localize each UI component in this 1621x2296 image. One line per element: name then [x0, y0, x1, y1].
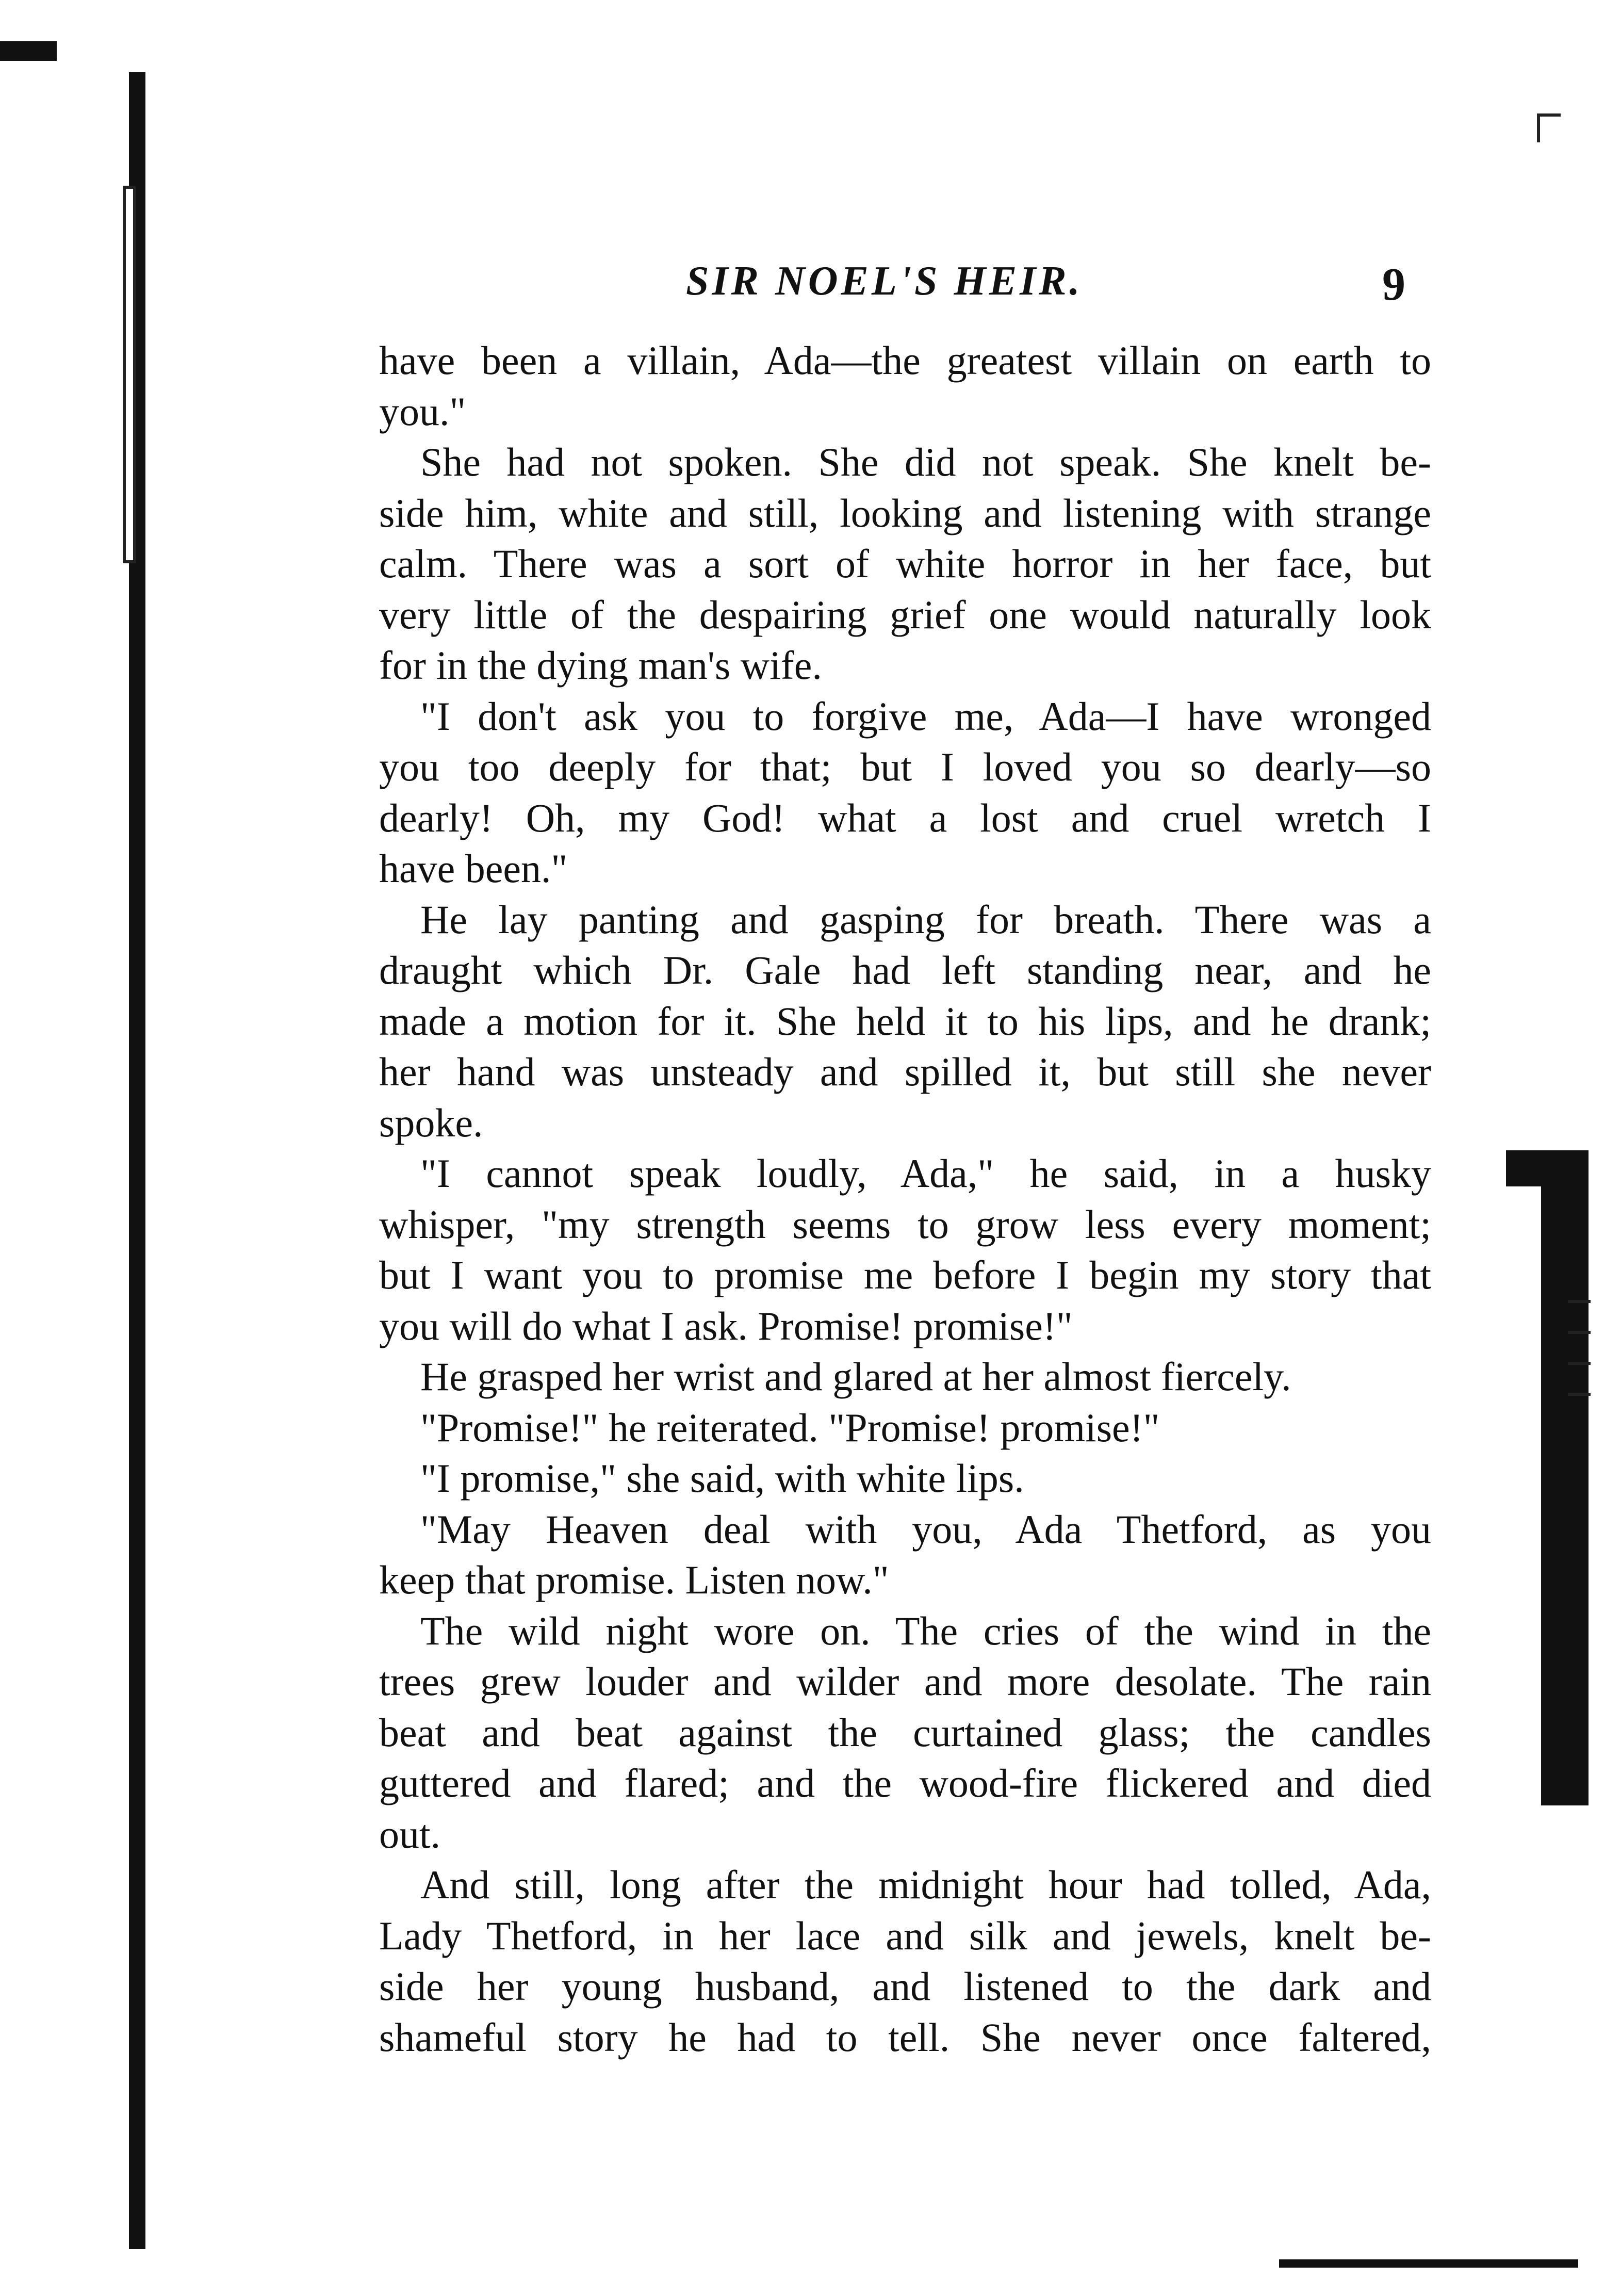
text-line: very little of the despairing grief one would naturally look: [379, 592, 1431, 637]
scan-edge-mark: [1541, 1150, 1589, 1805]
text-line: but I want you to promise me before I begin my story that: [379, 1252, 1431, 1297]
text-line: dearly! Oh, my God! what a lost and cruel wretch I: [379, 795, 1431, 840]
scan-binding-edge: [123, 186, 136, 563]
text-line: have been.": [379, 846, 568, 891]
corner-mark: [1537, 113, 1561, 142]
page-number: 9: [1382, 259, 1405, 310]
scan-edge-mark: [1279, 2259, 1578, 2268]
text-line: whisper, "my strength seems to grow less every moment;: [379, 1201, 1431, 1247]
text-line: "I promise," she said, with white lips.: [420, 1456, 1024, 1501]
text-line: calm. There was a sort of white horror in her face, but: [379, 541, 1431, 586]
body-text: [379, 335, 1431, 2063]
text-line: you.": [379, 388, 466, 434]
text-line: draught which Dr. Gale had left standing near, and he: [379, 948, 1431, 992]
text-line: And still, long after the midnight hour had tolled, Ada,: [420, 1862, 1431, 1907]
scan-tick: [1568, 1393, 1591, 1396]
text-line: for in the dying man's wife.: [379, 643, 822, 688]
text-line: you too deeply for that; but I loved you so dearly—so: [379, 744, 1431, 789]
text-line: you will do what I ask. Promise! promise!": [379, 1303, 1073, 1348]
text-line: "Promise!" he reiterated. "Promise! promise!": [420, 1405, 1160, 1450]
text-line: The wild night wore on. The cries of the wind in the: [420, 1608, 1431, 1653]
text-line: guttered and flared; and the wood-fire flickered and died: [379, 1761, 1431, 1805]
scan-edge-mark: [0, 41, 57, 61]
text-line: her hand was unsteady and spilled it, but still she never: [379, 1049, 1431, 1094]
text-line: "I cannot speak loudly, Ada," he said, in a husky: [420, 1151, 1431, 1196]
scan-tick: [1568, 1331, 1591, 1334]
text-line: beat and beat against the curtained glass; the candles: [379, 1709, 1431, 1755]
text-line: spoke.: [379, 1100, 483, 1145]
text-line: She had not spoken. She did not speak. She knelt be-: [420, 439, 1431, 484]
scan-tick: [1568, 1300, 1591, 1303]
text-line: have been a villain, Ada—the greatest villain on earth to: [379, 338, 1431, 383]
scan-tick: [1568, 1362, 1591, 1365]
text-line: shameful story he had to tell. She never once faltered,: [379, 2014, 1431, 2060]
text-line: trees grew louder and wilder and more desolate. The rain: [379, 1659, 1431, 1704]
text-line: out.: [379, 1811, 441, 1857]
text-line: "I don't ask you to forgive me, Ada—I have wronged: [420, 693, 1431, 739]
text-line: "May Heaven deal with you, Ada Thetford, as you: [420, 1506, 1431, 1552]
text-line: made a motion for it. She held it to his lips, and he drank;: [379, 998, 1431, 1044]
text-line: side her young husband, and listened to the dark and: [379, 1964, 1431, 2009]
text-line: Lady Thetford, in her lace and silk and jewels, knelt be-: [379, 1913, 1431, 1958]
text-line: He lay panting and gasping for breath. There was a: [420, 897, 1431, 942]
running-title: SIR NOEL'S HEIR.: [686, 258, 1083, 304]
text-line: side him, white and still, looking and listening with strange: [379, 490, 1431, 535]
text-line: He grasped her wrist and glared at her almost fiercely.: [420, 1354, 1291, 1399]
text-line: keep that promise. Listen now.": [379, 1557, 889, 1602]
